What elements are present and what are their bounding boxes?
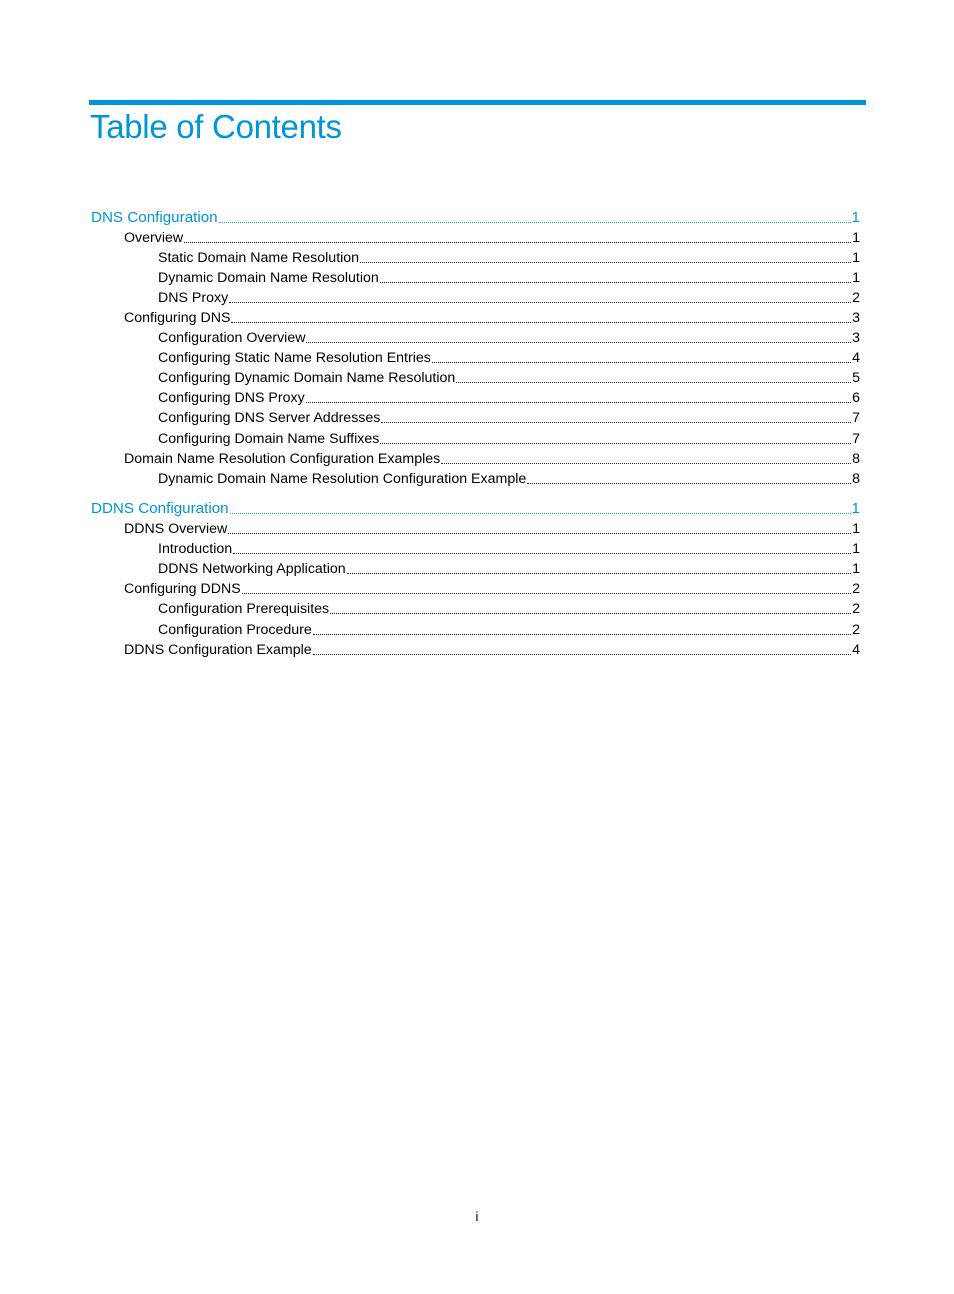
toc-dot-leader [380,442,851,444]
toc-entry-page: 7 [852,431,860,447]
toc-entry-page: 2 [852,290,860,306]
toc-entry-level-3[interactable] [158,470,860,488]
toc-entry-page: 5 [852,370,860,386]
toc-entry-level-3[interactable] [158,289,860,307]
toc-entry-page: 3 [852,310,860,326]
toc-dot-leader [381,421,851,423]
toc-entry-level-3[interactable] [158,269,860,287]
toc-entry-page: 1 [852,521,860,537]
toc-entry-level-1[interactable] [91,209,860,227]
toc-dot-leader [230,512,851,514]
toc-entry-level-3[interactable] [158,349,860,367]
toc-entry-label: Domain Name Resolution Configuration Examples [124,451,441,467]
toc-entry-label: Configuring Dynamic Domain Name Resolution [158,370,456,386]
toc-entry-page: 2 [852,581,860,597]
toc-entry-label: Configuration Procedure [158,622,312,638]
toc-dot-leader [228,532,851,534]
toc-entry-level-3[interactable] [158,621,860,639]
toc-entry-label: DDNS Configuration Example [124,642,312,658]
toc-entry-page: 1 [852,230,860,246]
toc-entry-page: 2 [852,622,860,638]
toc-entry-level-2[interactable] [124,229,860,247]
toc-entry-level-1[interactable] [91,500,860,518]
toc-entry-label: Dynamic Domain Name Resolution [158,270,379,286]
toc-entry-label: DDNS Networking Application [158,561,346,577]
page-title: Table of Contents [90,108,342,145]
toc-entry-label: DDNS Configuration [91,500,229,517]
toc-entry-label: DNS Configuration [91,209,218,226]
toc-entry-label: Dynamic Domain Name Resolution Configuration Example [158,471,527,487]
toc-dot-leader [242,592,851,594]
toc-entry-page: 1 [852,250,860,266]
toc-dot-leader [527,482,851,484]
toc-entry-level-3[interactable] [158,430,860,448]
toc-entry-label: Overview [124,230,184,246]
toc-entry-label: Configuring DNS Proxy [158,390,305,406]
toc-entry-level-3[interactable] [158,249,860,267]
toc-entry-level-2[interactable] [124,641,860,659]
toc-dot-leader [347,572,851,574]
toc-dot-leader [313,653,851,655]
toc-dot-leader [219,221,851,223]
toc-entry-level-2[interactable] [124,580,860,598]
toc-entry-page: 1 [851,500,860,517]
header-rule [89,100,866,105]
toc-entry-level-3[interactable] [158,540,860,558]
toc-entry-page: 2 [852,601,860,617]
toc-dot-leader [306,341,851,343]
toc-entry-page: 6 [852,390,860,406]
toc-entry-level-2[interactable] [124,450,860,468]
toc-entry-label: Introduction [158,541,233,557]
toc-entry-label: Configuring Domain Name Suffixes [158,431,380,447]
toc-dot-leader [313,633,851,635]
toc-entry-page: 1 [852,270,860,286]
toc-dot-leader [360,261,851,263]
toc-entry-page: 4 [852,642,860,658]
toc-entry-level-3[interactable] [158,409,860,427]
toc-dot-leader [330,612,851,614]
toc-dot-leader [229,301,851,303]
toc-entry-label: DDNS Overview [124,521,228,537]
toc-entry-page: 1 [852,561,860,577]
toc-entry-level-2[interactable] [124,309,860,327]
toc-entry-label: Static Domain Name Resolution [158,250,360,266]
toc-entry-label: DNS Proxy [158,290,229,306]
page-number: i [475,1209,479,1224]
toc-entry-level-3[interactable] [158,329,860,347]
toc-entry-page: 8 [852,471,860,487]
toc-entry-page: 1 [851,209,860,226]
toc-dot-leader [233,552,851,554]
toc-dot-leader [184,241,851,243]
toc-dot-leader [380,281,851,283]
toc-entry-page: 7 [852,410,860,426]
toc-entry-level-3[interactable] [158,600,860,618]
toc-entry-level-3[interactable] [158,389,860,407]
toc-dot-leader [441,462,851,464]
toc-dot-leader [432,361,851,363]
toc-dot-leader [306,401,851,403]
toc-dot-leader [231,321,851,323]
toc-entry-label: Configuring DNS Server Addresses [158,410,381,426]
toc-entry-level-2[interactable] [124,520,860,538]
toc-entry-level-3[interactable] [158,560,860,578]
toc-entry-label: Configuring DNS [124,310,231,326]
toc-entry-label: Configuring Static Name Resolution Entries [158,350,431,366]
toc-entry-label: Configuration Prerequisites [158,601,330,617]
toc-entry-page: 3 [852,330,860,346]
toc-entry-label: Configuring DDNS [124,581,241,597]
toc-entry-page: 1 [852,541,860,557]
toc-dot-leader [456,381,851,383]
toc-entry-label: Configuration Overview [158,330,306,346]
toc-entry-level-3[interactable] [158,369,860,387]
toc-entry-page: 4 [852,350,860,366]
toc-entry-page: 8 [852,451,860,467]
